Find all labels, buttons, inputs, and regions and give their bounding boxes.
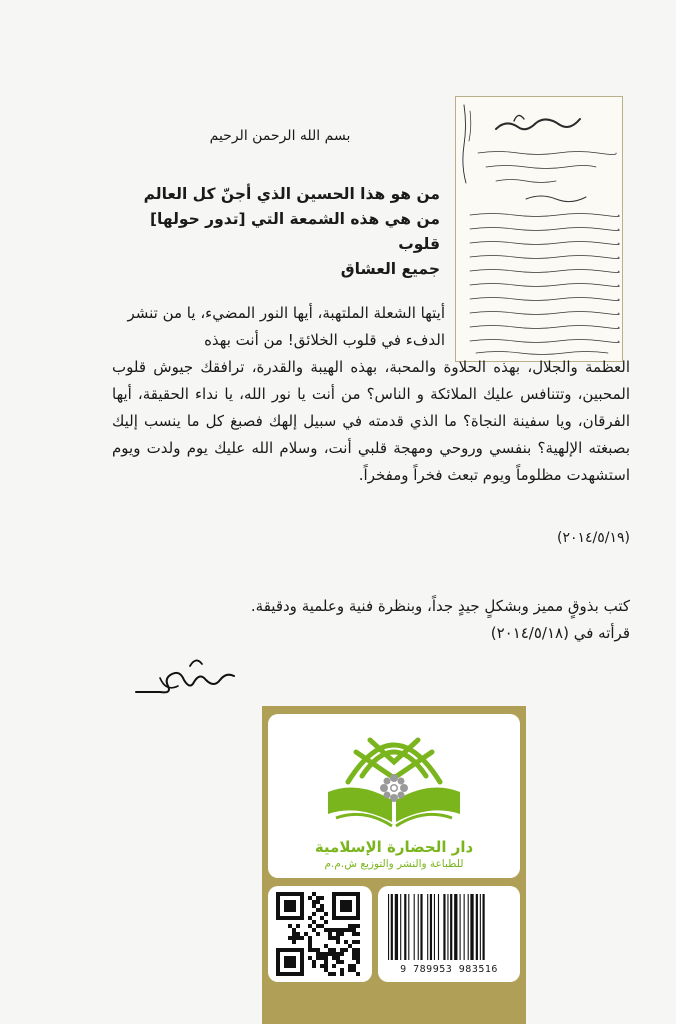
prayer-paragraph-start: أيتها الشعلة الملتهبة، أيها النور المضيء، يا من تنشر الدفء في قلوب الخلائق! من أنت بهذه — [127, 304, 445, 349]
poem — [110, 182, 440, 282]
poem-line: من هو هذا الحسين الذي أجنّ كل العالم — [143, 185, 440, 203]
review-read-date: قرأته في (٢٠١٤/٥/١٨) — [490, 624, 630, 642]
prayer-date: (٢٠١٤/٥/١٩) — [556, 530, 630, 546]
poem-line: من هي هذه الشمعة التي [تدور حولها] قلوب — [149, 210, 440, 253]
publisher-subtitle: للطباعة والنشر والتوزيع ش.م.م — [324, 858, 464, 870]
qr-code — [276, 892, 364, 976]
manuscript-image — [455, 96, 623, 362]
barcode — [386, 894, 512, 962]
barcode-digits: 9 789953 983516 — [400, 964, 498, 975]
qr-card — [268, 886, 372, 982]
prayer-paragraph: العظمة والجلال، بهذه الحلاوة والمحبة، بهذه الهيبة والقدرة، ترافقك جيوش قلوب المحبين، وتتنافس عليك الملائكة و الناس؟ من أنت يا نور الله، يا نداء الحقيقة، أيها الفرقان، ويا سفينة النجاة؟ ما الذي قدمته في سبيل إلهك فصبغ كل ما ينسب إليك بصبغته الإلهية؟ بنفسي وروحي ومهجة قلبي أنت، وسلام الله عليك يوم ولدت ويوم استشهدت مظلوماً ويوم تبعث فخراً ومفخراً. — [112, 358, 630, 484]
review-text: كتب بذوقٍ مميز وبشكلٍ جيدٍ جداً، وبنظرة فنية وعلمية ودقيقة. — [250, 597, 630, 615]
handwritten-signature — [130, 648, 240, 698]
barcode-card — [378, 886, 520, 982]
poem-line: جميع العشاق — [340, 260, 440, 278]
manuscript-scribbles — [456, 97, 623, 362]
publisher-name: دار الحضارة الإسلامية — [314, 838, 474, 856]
publisher-logo-card — [268, 714, 520, 878]
basmala-heading: بسم الله الرحمن الرحيم — [209, 128, 351, 144]
review-note — [120, 593, 630, 647]
publisher-logo-icon — [318, 722, 470, 834]
